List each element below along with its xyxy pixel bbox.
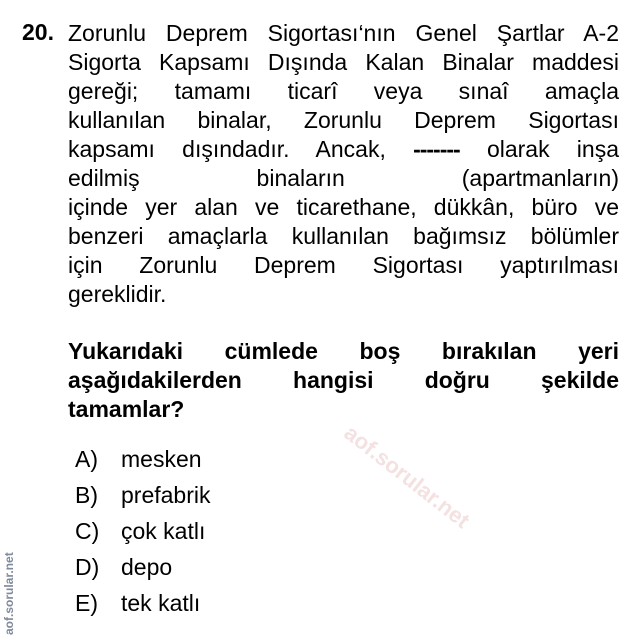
- option-d[interactable]: [75, 552, 210, 588]
- side-watermark: aof.sorular.net: [2, 552, 16, 635]
- option-letter: A): [75, 446, 98, 472]
- option-text: depo: [121, 554, 173, 580]
- option-text: tek katlı: [121, 590, 201, 616]
- question-prompt: [68, 337, 619, 424]
- stem-line: gereği; tamamı ticarî veya sınaî amaçla: [68, 78, 619, 104]
- stem-line: kullanılan binalar, Zorunlu Deprem Sigortası: [68, 107, 619, 133]
- stem-text: kapsamı dışındadır. Ancak,: [68, 136, 386, 162]
- prompt-line: tamamlar?: [68, 396, 185, 422]
- option-letter: D): [75, 554, 100, 580]
- prompt-line: Yukarıdaki cümlede boş bırakılan yeri: [68, 338, 619, 364]
- stem-line: gereklidir.: [68, 281, 167, 307]
- stem-line-with-blank: [68, 135, 619, 164]
- question-stem: [68, 19, 619, 309]
- option-e[interactable]: [75, 588, 210, 624]
- stem-line: için Zorunlu Deprem Sigortası yaptırılması: [68, 252, 619, 278]
- stem-text: olarak inşa: [486, 136, 620, 162]
- option-letter: B): [75, 482, 98, 508]
- stem-line: edilmiş binaların (apartmanların): [68, 165, 619, 191]
- option-text: çok katlı: [121, 518, 206, 544]
- answer-options: [75, 444, 210, 624]
- option-letter: E): [75, 590, 98, 616]
- stem-line: benzeri amaçlarla kullanılan bağımsız bölümler: [68, 223, 619, 249]
- option-b[interactable]: [75, 480, 210, 516]
- question-number: 20.: [22, 19, 54, 45]
- diagonal-watermark: aof.sorular.net: [339, 420, 475, 534]
- option-a[interactable]: [75, 444, 210, 480]
- prompt-line: aşağıdakilerden hangisi doğru şekilde: [68, 367, 619, 393]
- option-text: prefabrik: [121, 482, 211, 508]
- stem-line: Sigorta Kapsamı Dışında Kalan Binalar maddesi: [68, 49, 619, 75]
- blank-placeholder: -------: [413, 136, 460, 162]
- stem-line: Zorunlu Deprem Sigortası‘nın Genel Şartlar A-2: [68, 20, 619, 46]
- stem-line: içinde yer alan ve ticarethane, dükkân, büro ve: [68, 194, 619, 220]
- option-letter: C): [75, 518, 100, 544]
- option-c[interactable]: [75, 516, 210, 552]
- option-text: mesken: [121, 446, 202, 472]
